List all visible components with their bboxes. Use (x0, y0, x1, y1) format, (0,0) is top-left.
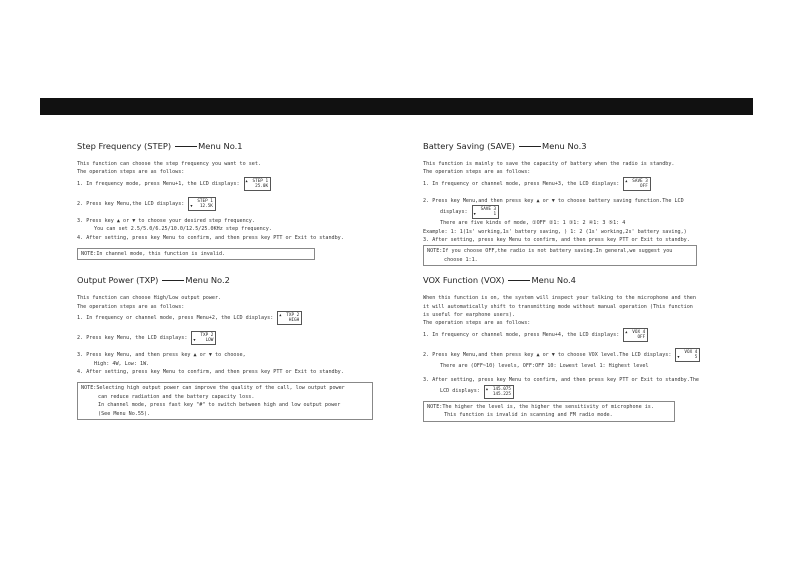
txp-s1: 1. In frequency or channel mode, press Menu+2, the LCD displays: (77, 315, 274, 322)
lcd-bottom: OFF (640, 183, 648, 189)
save-s1: 1. In frequency or channel mode, press Menu+3, the LCD displays: (423, 180, 620, 187)
txp-s3: 3. Press key Menu, and then press key ▲ or ▼ to choose, (77, 352, 246, 359)
save-heading (423, 140, 753, 152)
lcd-top: VOX 4 (632, 329, 646, 335)
heading-rule (162, 280, 184, 281)
step-s2: 2. Press key Menu,the LCD displays: (77, 200, 185, 207)
vox-intro: is useful for earphone users). (423, 312, 516, 319)
txp-s1-row (77, 311, 407, 325)
lcd-display (484, 385, 514, 399)
txp-note-line: In channel mode, press fast key "#" to switch between high and low output power (98, 402, 341, 409)
lcd-top: SAVE 3 (632, 178, 648, 184)
down-arrow-icon: ▼ (190, 203, 193, 208)
save-s1-row (423, 177, 753, 191)
save-note (423, 245, 697, 266)
vox-s2: 2. Press key Menu,and then press key ▲ or ▼ to choose VOX level.The LCD displays: (423, 351, 672, 358)
txp-note-line: can reduce radiation and the battery capacity loss. (98, 393, 255, 400)
vox-note (423, 401, 675, 422)
save-example: Example: 1: 1(1s' working,1s' battery saving, ) 1: 2 (1s' working,2s' battery saving,) (423, 228, 687, 235)
down-arrow-icon: ▼ (193, 338, 196, 343)
heading-rule (519, 146, 541, 147)
vox-note-line: This function is invalid in scanning and FM radio mode. (444, 412, 613, 419)
step-section (77, 140, 407, 260)
save-s2b: displays: (440, 209, 468, 216)
step-note (77, 248, 315, 260)
step-s3b: You can set 2.5/5.0/6.25/10.0/12.5/25.0KHz step frequency. (94, 226, 272, 233)
txp-intro: This function can choose High/Low output power. (77, 295, 222, 302)
step-steps-label: The operation steps are as follows: (77, 169, 185, 176)
step-menu-number: Menu No.1 (198, 141, 243, 151)
vox-s1: 1. In frequency or channel mode, press Menu+4, the LCD displays: (423, 331, 620, 338)
lcd-bottom: 1 (493, 212, 497, 218)
heading-rule (508, 280, 530, 281)
lcd-display (623, 177, 651, 191)
step-s3: 3. Press key ▲ or ▼ to choose your desired step frequency. (77, 217, 255, 224)
lcd-display (244, 177, 272, 191)
txp-note-line: (See Menu No.55). (98, 410, 151, 417)
vox-intro: When this function is on, the system will inspect your talking to the microphone and then (423, 295, 696, 302)
lcd-top: 145.075 (492, 386, 511, 392)
save-intro: This function is mainly to save the capacity of battery when the radio is standby. (423, 161, 675, 167)
txp-s3b: High: 4W, Low: 1W. (94, 360, 150, 367)
save-steps-label: The operation steps are as follows: (423, 169, 531, 176)
save-note-line: choose 1:1. (444, 256, 478, 263)
up-arrow-icon: ▲ (625, 329, 628, 334)
vox-section (423, 274, 753, 421)
txp-menu-number: Menu No.2 (185, 275, 230, 286)
heading-rule (175, 146, 197, 147)
lcd-display (472, 205, 500, 219)
txp-s4: 4. After setting, press key Menu to confirm, and then press key PTT or Exit to standby. (77, 369, 344, 376)
vox-intro: it will automatically shift to transmitting mode without manual operation (This function (423, 303, 693, 310)
vox-menu-number: Menu No.4 (531, 275, 576, 286)
vox-steps-label: The operation steps are as follows: (423, 320, 531, 327)
save-title: Battery Saving (SAVE) (423, 141, 516, 151)
step-title: Step Frequency (STEP) (77, 141, 172, 151)
vox-s2b: There are (OFF~10) levels, OFF:OFF 10: Lowest level 1: Highest level (440, 362, 649, 369)
lcd-top: STEP 1 (197, 198, 213, 204)
vox-s1-row (423, 328, 753, 342)
step-s1-row (77, 177, 407, 191)
header-bar (40, 98, 753, 115)
right-column (423, 140, 753, 422)
lcd-bottom: LOW (205, 338, 214, 344)
up-arrow-icon: ▲ (279, 313, 282, 318)
lcd-bottom: 145.225 (492, 391, 511, 397)
lcd-display (191, 331, 216, 345)
up-arrow-icon: ▲ (245, 178, 248, 183)
lcd-bottom: HIGH (288, 318, 300, 324)
lcd-bottom: 12.5K (199, 203, 213, 209)
step-heading (77, 140, 407, 152)
lcd-top: STEP 1 (252, 178, 269, 184)
txp-note (77, 382, 373, 420)
save-section (423, 140, 753, 266)
save-s2c: There are five kinds of mode, ①OFF ②1: 1 ③1: 2 ④1: 3 ⑤1: 4 (440, 220, 626, 227)
lcd-top: TXP 2 (286, 313, 300, 319)
up-arrow-icon: ▲ (485, 386, 489, 391)
save-s2b-row (423, 205, 753, 219)
lcd-display (623, 328, 648, 342)
left-column (77, 140, 407, 420)
vox-s3b-row (423, 385, 753, 399)
up-arrow-icon: ▲ (625, 178, 628, 183)
lcd-display (675, 348, 700, 362)
txp-note-line: NOTE:Selecting high output power can improve the quality of the call, low output power (81, 385, 345, 392)
lcd-display (188, 197, 216, 211)
step-s1: 1. In frequency mode, press Menu+1, the LCD displays: (77, 180, 240, 187)
lcd-top: SAVE 3 (480, 207, 497, 213)
step-note-text: NOTE:In channel mode, this function is invalid. (81, 251, 226, 258)
vox-s3b: LCD displays: (440, 388, 480, 395)
step-intro: This function can choose the step frequency you want to set. (77, 161, 262, 167)
lcd-top: VOX 4 (684, 349, 698, 355)
lcd-bottom: OFF (637, 334, 646, 340)
txp-s2-row (77, 331, 407, 345)
txp-heading (77, 274, 407, 286)
lcd-display (277, 311, 302, 325)
step-s2-row (77, 197, 407, 211)
vox-note-line: NOTE:The higher the level is, the higher the sensitivity of microphone is. (427, 403, 654, 410)
save-s3: 3. After setting, press key Menu to confirm, and then press key PTT or Exit to standby. (423, 237, 690, 244)
txp-section (77, 274, 407, 420)
lcd-bottom: 25.0K (255, 183, 269, 189)
save-note-line: NOTE:If you choose OFF,the radio is not battery saving.In general,we suggest you (427, 248, 673, 255)
lcd-bottom: 5 (694, 354, 698, 360)
lcd-top: TXP 2 (200, 333, 214, 339)
vox-s3: 3. After setting, press key Menu to confirm, and then press key PTT or Exit to standby.The (423, 377, 700, 384)
down-arrow-icon: ▼ (473, 212, 476, 217)
save-menu-number: Menu No.3 (542, 141, 587, 151)
down-arrow-icon: ▼ (677, 354, 680, 359)
vox-s2-row (423, 348, 753, 362)
vox-title: VOX Function (VOX) (423, 275, 505, 286)
txp-title: Output Power (TXP) (77, 275, 159, 286)
step-s4: 4. After setting, press key Menu to confirm, and then press key PTT or Exit to standby. (77, 234, 344, 241)
save-s2: 2. Press key Menu,and then press key ▲ or ▼ to choose battery saving function.The LCD (423, 197, 684, 204)
txp-s2: 2. Press key Menu, the LCD displays: (77, 335, 188, 342)
vox-heading (423, 274, 753, 286)
txp-steps-label: The operation steps are as follows: (77, 303, 185, 310)
